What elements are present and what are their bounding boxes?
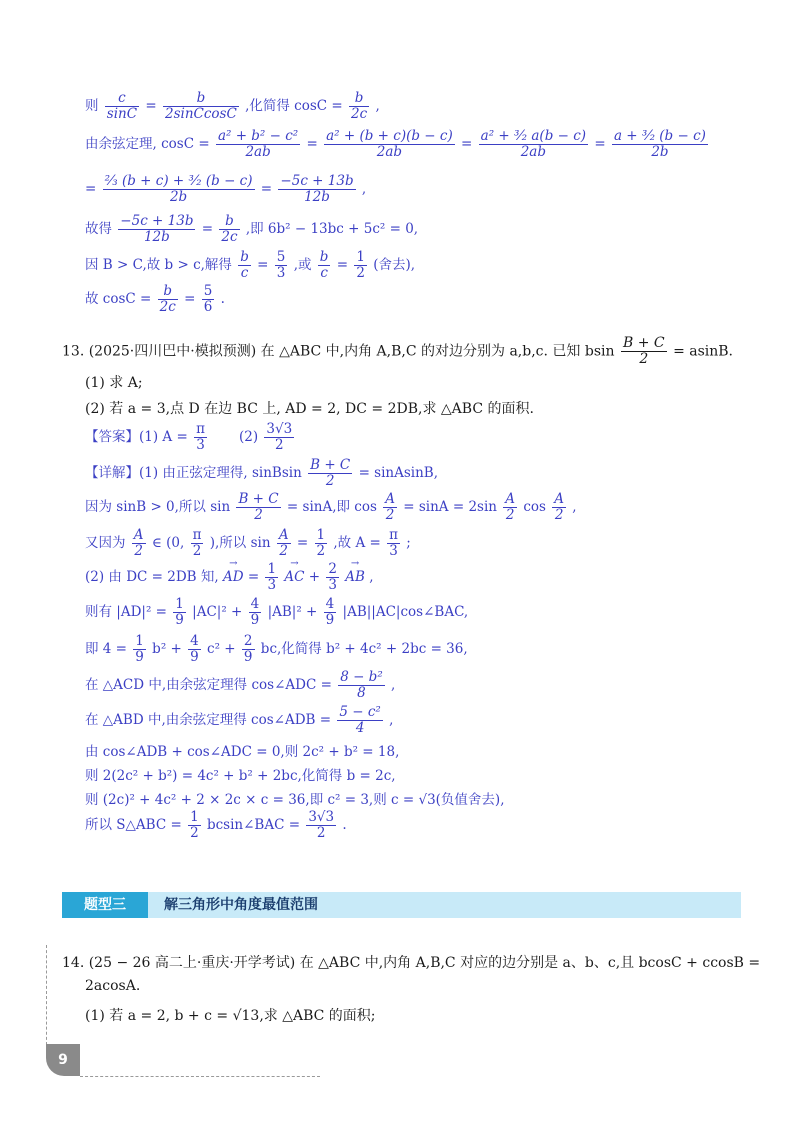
fraction: $\frac{5}{3}$ bbox=[276, 249, 286, 281]
fraction: $\frac{\pi}{3}$ bbox=[389, 527, 398, 559]
fraction: $\frac{\pi}{2}$ bbox=[192, 527, 202, 559]
question-13-part-1: (1) 求 A; bbox=[85, 375, 143, 391]
detail-line-5: 则有 |AD|² = $\frac{1}{9}$ |AC|² + $\frac{4}{9}$ |AB|² + $\frac{4}{9}$ |AB||AC|cos∠BAC, bbox=[85, 596, 469, 628]
detail-line-6: 即 4 = $\frac{1}{9}$ b² + $\frac{4}{9}$ c² + $\frac{2}{9}$ bc,化简得 b² + 4c² + 2bc = 36, bbox=[85, 633, 468, 665]
vector-ad: → AD bbox=[223, 569, 244, 585]
fraction: $\frac{A}{2}$ bbox=[385, 491, 395, 523]
question-14-part-1: (1) 若 a = 2, b + c = √13,求 △ABC 的面积; bbox=[85, 1008, 376, 1024]
fraction: $\frac{\text{²⁄₃ (b + c) + ³⁄₂ (b − c)}}{2b}$ bbox=[104, 173, 253, 205]
fraction: $\frac{2}{9}$ bbox=[243, 633, 253, 665]
answer-line: 【答案】(1) A = $\frac{\pi}{3}$ (2) $\frac{3√3}{2}$ bbox=[85, 421, 293, 453]
text: 则 bbox=[85, 98, 99, 114]
fraction: $\frac{-5c + 13b}{12b}$ bbox=[280, 173, 354, 205]
fraction: $\frac{1}{9}$ bbox=[135, 633, 144, 665]
question-13-part-2: (2) 若 a = 3,点 D 在边 BC 上, AD = 2, DC = 2DB,求 △ABC 的面积. bbox=[85, 401, 534, 417]
solution-line-2: 由余弦定理, cosC = $\frac{\text{a² + b² − c²}}{2ab}$ = $\frac{\text{a² + (b + c)(b − c)}}{2ab}$ = $\frac{\text{a² + ³⁄₂ a(b − c)}}{2ab}$ = $\frac{\text{a + ³⁄₂ (b − c)}}{2b}$ bbox=[85, 128, 706, 160]
fraction: $\frac{b}{c}$ bbox=[319, 249, 329, 281]
fraction: $\frac{1}{9}$ bbox=[175, 596, 184, 628]
fraction: $\frac{3√3}{2}$ bbox=[308, 809, 335, 841]
solution-line-6: 故 cosC = $\frac{b}{2c}$ = $\frac{5}{6}$ . bbox=[85, 283, 225, 315]
detail-line-11: 则 (2c)² + 4c² + 2 × 2c × c = 36,即 c² = 3,则 c = √3(负值舍去), bbox=[85, 792, 505, 808]
fraction: $\frac{B + C}{2}$ bbox=[310, 457, 351, 489]
question-14-line-2: 2acosA. bbox=[85, 978, 141, 994]
detail-line-8: 在 △ABD 中,由余弦定理得 cos∠ADB = $\frac{\text{5 − c²}}{4}$ , bbox=[85, 704, 394, 736]
fraction: $\frac{b}{\text{2sinCcosC}}$ bbox=[164, 90, 237, 122]
fraction: $\frac{1}{2}$ bbox=[316, 527, 326, 559]
question-14-line-1: 14. (25 − 26 高二上·重庆·开学考试) 在 △ABC 中,内角 A,B,C 对应的边分别是 a、b、c,且 bcosC + ccosB = bbox=[62, 955, 761, 971]
margin-dashed-line bbox=[46, 945, 47, 1045]
fraction: $\frac{\text{a² + b² − c²}}{2ab}$ bbox=[217, 128, 299, 160]
detail-line-7: 在 △ACD 中,由余弦定理得 cos∠ADC = $\frac{\text{8 − b²}}{8}$ , bbox=[85, 669, 396, 701]
fraction: $\frac{A}{2}$ bbox=[505, 491, 516, 523]
fraction: $\frac{b}{2c}$ bbox=[159, 283, 176, 315]
vector-ac: → AC bbox=[284, 569, 304, 585]
fraction: $\frac{\text{a² + (b + c)(b − c)}}{2ab}$ bbox=[326, 128, 453, 160]
page-number: 9 bbox=[46, 1044, 80, 1076]
fraction: $\frac{\text{a + ³⁄₂ (b − c)}}{2b}$ bbox=[613, 128, 706, 160]
detail-line-3: 又因为 $\frac{A}{2}$ ∈ (0, $\frac{\pi}{2}$ ),所以 sin $\frac{A}{2}$ = $\frac{1}{2}$ ,故 A = $\frac{\pi}{3}$ ; bbox=[85, 527, 411, 559]
fraction: $\frac{1}{2}$ bbox=[356, 249, 365, 281]
fraction: $\frac{-5c + 13b}{12b}$ bbox=[120, 213, 194, 245]
solution-line-1: 则 $\frac{c}{\sin C}$ = $\frac{b}{\text{2sinCcosC}}$ ,化简得 cosC = $\frac{b}{2c}$ , bbox=[85, 90, 380, 122]
detail-line-12: 所以 S△ABC = $\frac{1}{2}$ bcsin∠BAC = $\frac{3√3}{2}$ . bbox=[85, 809, 347, 841]
fraction: $\frac{4}{9}$ bbox=[325, 596, 335, 628]
solution-line-3: = $\frac{\text{²⁄₃ (b + c) + ³⁄₂ (b − c)}}{2b}$ = $\frac{-5c + 13b}{12b}$ , bbox=[85, 173, 367, 205]
fraction: $\frac{2}{3}$ bbox=[328, 561, 337, 593]
fraction: $\frac{c}{\sin C}$ bbox=[106, 90, 138, 122]
detail-line-1: 【详解】(1) 由正弦定理得, sinBsin $\frac{B + C}{2}$ = sinAsinB, bbox=[85, 457, 439, 489]
fraction: $\frac{b}{2c}$ bbox=[221, 213, 238, 245]
detail-line-10: 则 2(2c² + b²) = 4c² + b² + 2bc,化简得 b = 2c, bbox=[85, 768, 396, 784]
fraction: $\frac{4}{9}$ bbox=[250, 596, 260, 628]
fraction: $\frac{4}{9}$ bbox=[190, 633, 199, 665]
fraction: $\frac{\text{a² + ³⁄₂ a(b − c)}}{2ab}$ bbox=[480, 128, 587, 160]
fraction: $\frac{b}{c}$ bbox=[240, 249, 249, 281]
fraction: $\frac{b}{2c}$ bbox=[351, 90, 368, 122]
fraction: $\frac{B + C}{2}$ bbox=[238, 491, 279, 523]
fraction: $\frac{1}{2}$ bbox=[190, 809, 199, 841]
detail-line-2: 因为 sinB > 0,所以 sin $\frac{B + C}{2}$ = sinA,即 cos $\frac{A}{2}$ = sinA = 2sin $\frac{A}{2}$ cos $\frac{A}{2}$ , bbox=[85, 491, 577, 523]
solution-line-5: 因 B > C,故 b > c,解得 $\frac{b}{c}$ = $\frac{5}{3}$ ,或 $\frac{b}{c}$ = $\frac{1}{2}$ (舍去), bbox=[85, 249, 416, 281]
detail-line-4: (2) 由 DC = 2DB 知, → AD = $\frac{1}{3}$ → AC + $\frac{2}{3}$ → AB , bbox=[85, 562, 374, 593]
detail-line-9: 由 cos∠ADB + cos∠ADC = 0,则 2c² + b² = 18, bbox=[85, 744, 400, 760]
solution-line-4: 故得 $\frac{-5c + 13b}{12b}$ = $\frac{b}{2c}$ ,即 6b² − 13bc + 5c² = 0, bbox=[85, 213, 419, 245]
footer-dashed-line bbox=[80, 1076, 320, 1077]
fraction: $\frac{\text{8 − b²}}{8}$ bbox=[340, 669, 383, 701]
fraction: $\frac{A}{2}$ bbox=[554, 491, 564, 523]
vector-ab: → AB bbox=[345, 569, 365, 585]
fraction: $\frac{\text{5 − c²}}{4}$ bbox=[339, 704, 381, 736]
fraction: $\frac{5}{6}$ bbox=[203, 283, 213, 315]
fraction: $\frac{A}{2}$ bbox=[278, 527, 289, 559]
question-13-stem: 13. (2025·四川巴中·模拟预测) 在 △ABC 中,内角 A,B,C 的对边分别为 a,b,c. 已知 bsin $\frac{B + C}{2}$ = asinB. bbox=[62, 335, 734, 367]
fraction: $\frac{B + C}{2}$ bbox=[622, 335, 665, 367]
fraction: $\frac{A}{2}$ bbox=[133, 527, 144, 559]
fraction: $\frac{3√3}{2}$ bbox=[266, 421, 293, 453]
fraction: $\frac{1}{3}$ bbox=[267, 561, 277, 593]
fraction: $\frac{\pi}{3}$ bbox=[196, 421, 205, 453]
section-tag: 题型三 bbox=[62, 892, 148, 918]
section-banner bbox=[62, 892, 741, 918]
section-title: 解三角形中角度最值范围 bbox=[164, 897, 318, 913]
